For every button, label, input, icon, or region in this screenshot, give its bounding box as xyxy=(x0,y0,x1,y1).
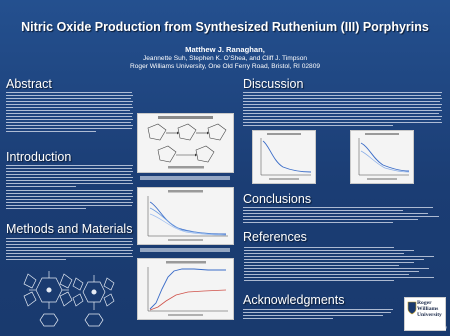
discussion-chart-left xyxy=(253,131,315,183)
uv-vis-caption xyxy=(140,248,230,252)
references-list xyxy=(244,247,440,285)
no-release-chart xyxy=(138,259,233,319)
poster-title: Nitric Oxide Production from Synthesized Ruthenium (III) Porphyrins xyxy=(21,20,429,34)
methods-text xyxy=(6,238,134,264)
scheme-caption xyxy=(140,176,230,180)
discussion-chart-right xyxy=(351,131,413,183)
reaction-scheme-panel xyxy=(137,113,234,173)
poster-affiliation: Roger Williams University, One Old Ferry Road, Bristol, RI 02809 xyxy=(129,63,321,70)
acknowledgments-heading: Acknowledgments xyxy=(243,293,345,307)
title-block xyxy=(0,20,450,70)
reaction-scheme-diagram xyxy=(138,114,233,172)
uv-vis-spectrum-chart xyxy=(138,188,233,244)
discussion-chart-left-panel xyxy=(252,130,316,184)
university-url[interactable]: www.rwu.edu xyxy=(407,325,447,332)
porphyrin-structures-figure xyxy=(14,270,124,330)
conclusions-text xyxy=(243,207,443,231)
acknowledgments-text xyxy=(243,309,398,323)
abstract-text xyxy=(6,92,134,142)
no-release-chart-panel xyxy=(137,258,234,320)
uv-vis-chart-panel xyxy=(137,187,234,245)
references-heading: References xyxy=(243,230,307,244)
shield-icon xyxy=(407,301,417,315)
university-logo-name: Roger Williams University xyxy=(417,300,442,318)
introduction-heading: Introduction xyxy=(6,150,72,164)
discussion-heading: Discussion xyxy=(243,77,304,91)
abstract-heading: Abstract xyxy=(6,77,52,91)
methods-heading: Methods and Materials xyxy=(6,222,133,236)
conclusions-heading: Conclusions xyxy=(243,192,312,206)
discussion-chart-right-panel xyxy=(350,130,414,184)
poster-coauthors: Jeannette Suh, Stephen K. O’Shea, and Cliff J. Timpson xyxy=(142,55,308,62)
discussion-text xyxy=(243,92,443,134)
poster-author: Matthew J. Ranaghan, xyxy=(185,45,265,54)
introduction-text xyxy=(6,165,134,217)
